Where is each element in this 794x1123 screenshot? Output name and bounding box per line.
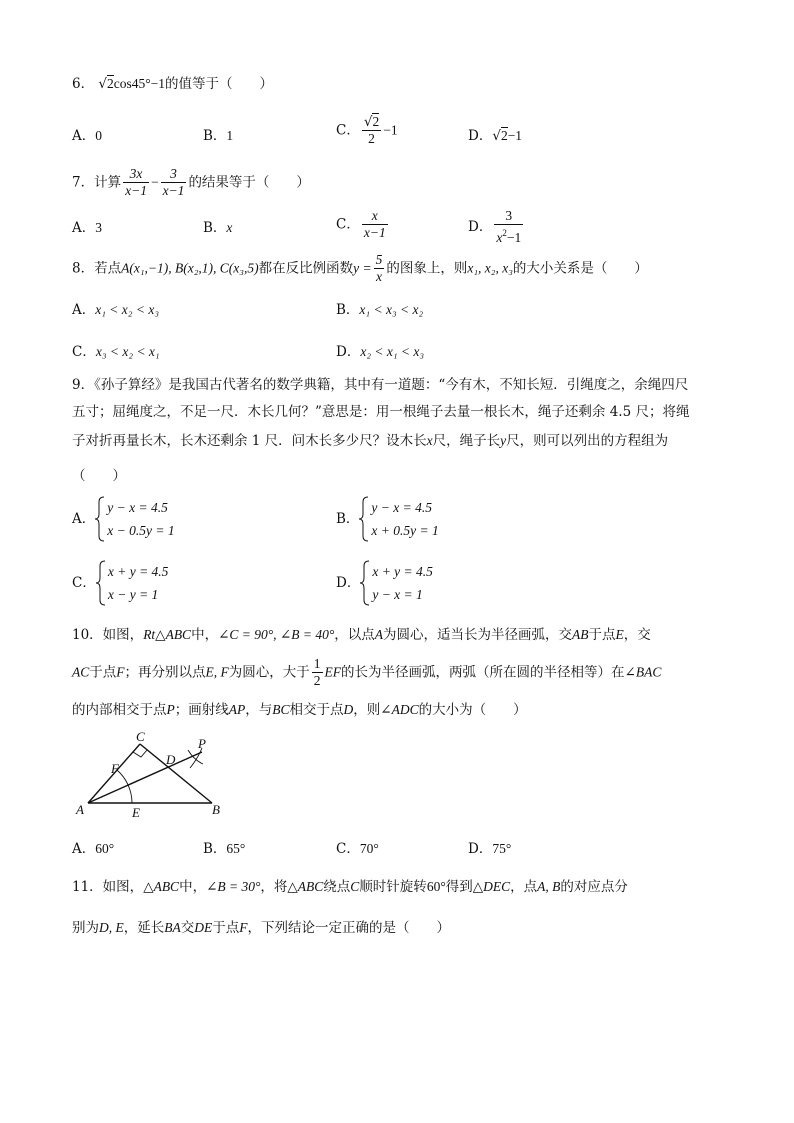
q11-seg-de: DE	[194, 920, 213, 935]
q8-func-num: 5	[375, 252, 383, 267]
q10-angle-bac: ∠BAC	[624, 664, 662, 680]
q9-option-c[interactable]	[72, 560, 168, 606]
q7-stem	[72, 166, 310, 199]
q8-points: A(x₁,−1), B(x₂,1), C(x₃,5)	[121, 260, 259, 276]
q6-option-b[interactable]	[203, 127, 233, 145]
sqrt-symbol-icon: √	[98, 76, 107, 92]
q11-line1-d: 绕点	[323, 879, 351, 895]
q7-option-d-label: D．	[468, 219, 493, 235]
q10-line2-d: 的长为半径画弧，两弧（所在圆的半径相等）在	[341, 664, 625, 681]
q6-option-d[interactable]	[468, 127, 522, 145]
q6-stem	[72, 75, 273, 93]
q9-option-a-eq2: x − 0.5y = 1	[107, 523, 175, 538]
q10-point-p: P	[166, 702, 175, 717]
q9-line3-c: 尺，则可以列出的方程组为	[506, 433, 669, 449]
brace-icon	[360, 560, 370, 606]
q9-var-x: x	[426, 433, 433, 448]
q11-line1-a: 11．如图，	[72, 879, 144, 895]
q7-minus: −	[150, 174, 159, 190]
q7-option-c-den: x−1	[363, 225, 386, 240]
q9-option-b[interactable]	[336, 496, 439, 542]
q10-line2	[72, 656, 661, 689]
q8-stem	[72, 252, 648, 285]
q10-seg-ef: EF	[324, 664, 342, 680]
q8-vars: x₁, x₂, x₃	[467, 260, 513, 276]
label-f: F	[111, 761, 119, 776]
q6-option-a-value: 0	[95, 128, 102, 143]
q8-prefix: 8．若点	[72, 260, 122, 277]
q10-option-a-label: A．	[72, 841, 96, 857]
q11-triangle-dec: △DEC	[472, 879, 511, 894]
q8-mid2: 的图象上，则	[386, 260, 468, 277]
q6-option-b-label: B．	[203, 128, 227, 144]
q10-seg-ac: AC	[72, 664, 90, 680]
q6-option-d-tail: −1	[507, 128, 523, 143]
q10-option-d[interactable]	[468, 840, 511, 858]
label-a: A	[76, 802, 84, 817]
q7-option-d-den-exp: 2	[502, 228, 507, 238]
q10-point-e: E	[615, 627, 624, 642]
q8-suffix: 的大小关系是（ ）	[512, 260, 648, 277]
q11-line1-h: 的对应点分	[560, 879, 628, 895]
q10-line2-a: 于点	[89, 664, 117, 681]
q9-option-c-eq2: x − y = 1	[107, 587, 159, 602]
q8-option-b-value: x₁ < x₃ < x₂	[359, 302, 424, 317]
q11-line1-e: 顺时针旋转	[359, 879, 427, 895]
q10-ray-ap: AP	[228, 702, 246, 717]
q9-option-a-eq1: y − x = 4.5	[107, 500, 168, 515]
q10-option-a[interactable]	[72, 840, 114, 858]
q11-triangle-abc: △ABC	[143, 879, 180, 894]
q6-option-c[interactable]	[336, 114, 398, 147]
q10-line3	[72, 701, 527, 719]
q11-line1-b: 中，	[179, 879, 207, 895]
q11-line2-a: 别为	[72, 920, 99, 936]
q10-triangle: Rt△ABC	[143, 627, 192, 642]
brace-icon	[359, 496, 369, 542]
q6-option-b-value: 1	[226, 128, 234, 143]
sqrt-symbol-icon: √	[492, 128, 501, 144]
q10-point-d: D	[343, 702, 354, 717]
q9-line4: （ ）	[72, 468, 126, 484]
q10-line1-a: 10．如图，	[72, 627, 144, 643]
q10-line1	[72, 626, 651, 644]
q7-option-c-label: C．	[336, 216, 360, 233]
right-angle-mark	[133, 750, 147, 757]
q10-seg-bc: BC	[272, 702, 290, 717]
q6-option-a[interactable]	[72, 127, 102, 145]
q10-line2-b: ；再分别以点	[124, 664, 206, 681]
q11-rotation-angle: 60°	[426, 879, 446, 894]
q8-option-c[interactable]	[72, 343, 160, 361]
q8-option-d-label: D．	[336, 344, 361, 360]
q10-line3-e: ，则	[353, 702, 381, 718]
q9-option-b-label: B．	[336, 511, 360, 527]
q10-seg-ab: AB	[571, 627, 589, 642]
q7-option-d-num: 3	[494, 208, 523, 225]
q11-angle-b: ∠B = 30°	[206, 879, 261, 894]
arc-p2	[190, 748, 202, 768]
q10-line3-b: ；画射线	[174, 702, 229, 718]
label-b: B	[212, 802, 220, 817]
label-p: P	[198, 736, 206, 751]
q11-points-de: D, E	[99, 920, 124, 935]
q11-line2	[72, 919, 450, 937]
q7-number: 7．计算	[72, 174, 122, 191]
q8-option-c-label: C．	[72, 344, 96, 360]
q10-option-c-label: C．	[336, 841, 360, 857]
q7-option-c[interactable]	[336, 208, 390, 241]
q9-option-d-eq1: x + y = 4.5	[372, 564, 433, 579]
sqrt-symbol-icon: √	[363, 114, 373, 130]
q11-seg-ba: BA	[164, 920, 181, 935]
q7-option-d[interactable]	[468, 208, 525, 246]
q10-line3-f: 的大小为（ ）	[418, 702, 527, 718]
q11-point-f: F	[239, 920, 248, 935]
q10-angle-adc: ∠ADC	[380, 702, 419, 717]
q10-line3-c: ，与	[245, 702, 273, 718]
q7-option-c-num: x	[362, 208, 388, 225]
q6-sqrt-arg: 2	[107, 76, 114, 91]
q11-line1	[72, 878, 628, 896]
q11-triangle-abc-2: △ABC	[287, 879, 324, 894]
q6-option-a-label: A．	[72, 128, 96, 144]
q7-suffix: 的结果等于（ ）	[188, 174, 310, 191]
q10-points-ef: E, F	[205, 664, 229, 680]
q8-option-c-value: x₃ < x₂ < x₁	[95, 344, 160, 359]
q7-option-a-label: A．	[72, 220, 96, 236]
brace-icon	[95, 496, 105, 542]
q8-func-den: x	[375, 269, 382, 284]
q7-frac1-num: 3x	[123, 166, 149, 183]
q6-option-c-tail: −1	[383, 122, 398, 138]
q10-point-f: F	[116, 664, 125, 680]
q8-mid: 都在反比例函数	[258, 260, 354, 277]
q10-option-c-value: 70°	[359, 841, 379, 856]
q9-line2: 五寸；屈绳度之，不足一尺．木长几何？”意思是：用一根绳子去量一根长木，绳子还剩余 4.5 尺；将绳	[72, 404, 690, 420]
q10-line2-c: 为圆心，大于	[228, 664, 310, 681]
q10-line1-b: 中，	[191, 627, 219, 643]
q11-line2-b: ，延长	[123, 920, 165, 936]
q11-line2-c: 交	[180, 920, 195, 936]
q9-option-a-label: A．	[72, 511, 96, 527]
q10-line1-e: 于点	[588, 627, 616, 643]
q11-line2-e: ，下列结论一定正确的是（ ）	[247, 920, 450, 936]
q10-option-d-label: D．	[468, 841, 493, 857]
q7-option-b-value: x	[226, 220, 233, 235]
q6-option-c-label: C．	[336, 122, 360, 139]
q8-option-a[interactable]	[72, 301, 159, 319]
q11-line1-c: ，将	[260, 879, 288, 895]
q11-line1-f: 得到	[445, 879, 473, 895]
q8-func-lhs: y =	[353, 260, 372, 276]
q10-option-c[interactable]	[336, 840, 379, 858]
q9-option-b-eq2: x + 0.5y = 1	[371, 523, 439, 538]
q9-option-d-eq2: y − x = 1	[372, 587, 423, 602]
q10-option-a-value: 60°	[95, 841, 115, 856]
q10-angles: ∠C = 90°, ∠B = 40°	[218, 627, 335, 642]
q6-suffix: 的值等于（ ）	[165, 76, 274, 92]
q10-half-den: 2	[313, 673, 321, 688]
q8-option-a-label: A．	[72, 302, 96, 318]
q7-frac1-den: x−1	[125, 183, 147, 198]
q7-frac2-num: 3	[161, 166, 187, 183]
q8-option-b[interactable]	[336, 301, 423, 319]
q6-number: 6．	[72, 76, 95, 92]
q9-option-d-label: D．	[336, 575, 361, 591]
q6-option-d-sqrt-arg: 2	[500, 128, 508, 143]
q10-line1-d: 为圆心，适当长为半径画弧，交	[382, 627, 572, 643]
q6-option-d-label: D．	[468, 128, 493, 144]
label-e: E	[132, 805, 140, 820]
q7-option-d-den-tail: −1	[506, 230, 522, 245]
q7-option-a[interactable]	[72, 219, 102, 237]
q10-line1-f: ，交	[623, 627, 651, 643]
q9-line3-a: 子对折再量长木，长木还剩余 1 尺．问木长多少尺？设木长	[72, 433, 427, 449]
q10-option-b[interactable]	[203, 840, 245, 858]
q8-option-b-label: B．	[336, 302, 360, 318]
q11-line1-g: ，点	[510, 879, 538, 895]
q8-option-a-value: x₁ < x₂ < x₃	[95, 302, 160, 317]
q9-line3	[72, 432, 668, 450]
label-c: C	[136, 729, 145, 744]
q10-line3-a: 的内部相交于点	[72, 702, 167, 718]
q7-option-d-den-base: x	[496, 230, 503, 245]
q9-option-d[interactable]	[336, 560, 433, 606]
q10-option-b-value: 65°	[226, 841, 246, 856]
q10-half-num: 1	[313, 656, 321, 671]
ray-ap	[88, 752, 202, 803]
q11-line2-d: 于点	[212, 920, 240, 936]
q9-line1: 9．《孙子算经》是我国古代著名的数学典籍，其中有一道题：“今有木，不知长短．引绳度之，余绳四尺	[72, 377, 689, 393]
q7-frac2-den: x−1	[162, 183, 185, 198]
q7-option-a-value: 3	[95, 220, 102, 235]
q6-option-c-den: 2	[368, 131, 375, 146]
label-d: D	[166, 752, 176, 767]
q7-option-b[interactable]	[203, 219, 232, 237]
q11-points-ab: A, B	[537, 879, 561, 894]
q6-option-c-sqrt-arg: 2	[372, 114, 380, 129]
q9-option-c-label: C．	[72, 575, 96, 591]
q10-option-b-label: B．	[203, 841, 227, 857]
q10-point-a: A	[374, 627, 383, 642]
brace-icon	[96, 560, 106, 606]
q9-option-a[interactable]	[72, 496, 175, 542]
q10-figure	[70, 728, 240, 828]
q8-option-d-value: x₂ < x₁ < x₃	[360, 344, 425, 359]
q6-expr-rest: cos45°−1	[113, 76, 166, 91]
q9-var-y: y	[500, 433, 507, 448]
q10-option-d-value: 75°	[492, 841, 512, 856]
q9-option-c-eq1: x + y = 4.5	[107, 564, 169, 579]
q9-line3-b: 尺，绳子长	[432, 433, 501, 449]
q10-line3-d: 相交于点	[289, 702, 344, 718]
q11-point-c: C	[350, 879, 360, 894]
q8-option-d[interactable]	[336, 343, 424, 361]
q9-option-b-eq1: y − x = 4.5	[371, 500, 433, 515]
q7-option-b-label: B．	[203, 220, 227, 236]
q10-line1-c: ，以点	[334, 627, 375, 643]
